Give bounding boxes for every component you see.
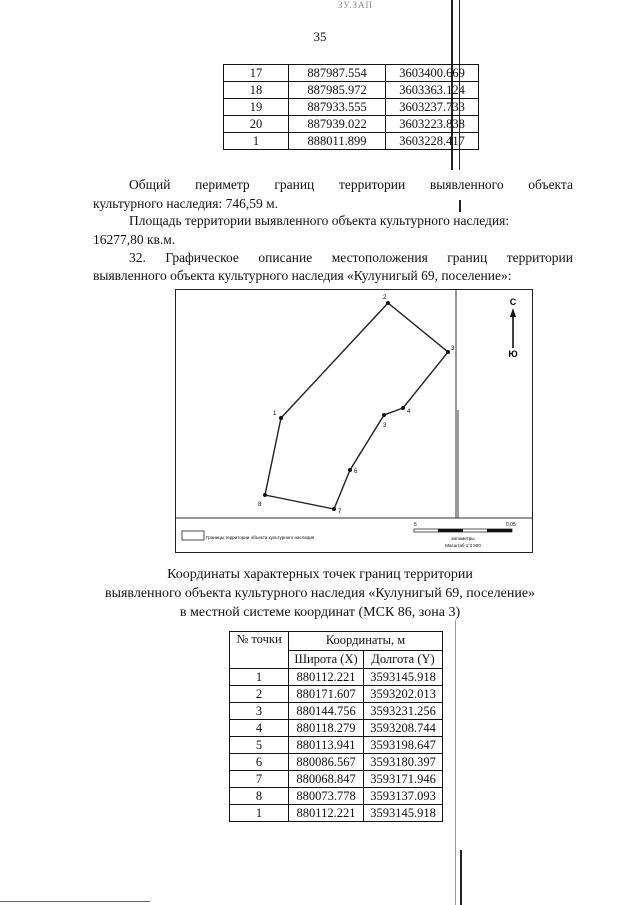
header-latitude: Широта (X) [289, 650, 364, 669]
boundary-vertex [401, 406, 405, 410]
coordinates-caption-line-2: выявленного объекта культурного наследия «Кулунигый 69, поселение» [104, 586, 536, 601]
table-cell: 3603363.124 [386, 82, 479, 99]
boundary-map [175, 289, 533, 553]
header-longitude: Долгота (Y) [364, 650, 443, 669]
vertex-label: 2 [383, 295, 387, 301]
boundary-map-svg [176, 290, 532, 552]
legend-text: Границы территории объекта культурного наследия [206, 535, 315, 540]
table-cell: 3593231.256 [364, 703, 443, 720]
coordinates-caption-line-3: в местной системе координат (МСК 86, зона 3) [179, 605, 461, 620]
vertex-label: 6 [354, 469, 358, 475]
boundary-vertex [348, 468, 352, 472]
perimeter-line-1: Общий периметр границ территории выявленного объекта [129, 177, 573, 192]
table-cell: 887939.022 [289, 116, 386, 133]
table-cell: 3593145.918 [364, 669, 443, 686]
table-row [224, 65, 479, 82]
table-row [230, 686, 443, 703]
table-cell: 3603223.838 [386, 116, 479, 133]
vertex-label: 3 [451, 346, 455, 352]
table-row [230, 703, 443, 720]
table-cell: 3593171.946 [364, 771, 443, 788]
compass-north-label: С [509, 297, 517, 307]
table-cell: 887985.972 [289, 82, 386, 99]
table-cell: 880118.279 [289, 720, 364, 737]
table-cell: 888011.899 [289, 133, 386, 150]
table-row [230, 788, 443, 805]
scale-unit-label: километры [451, 536, 475, 541]
table-cell: 3 [230, 703, 289, 720]
table-cell: 5 [230, 737, 289, 754]
section-heading-line-1: 32. Графическое описание местоположения границ территории [129, 250, 573, 265]
area-line-1: Площадь территории выявленного объекта культурного наследия: [129, 213, 510, 228]
vertex-label: 7 [338, 509, 342, 515]
table-row [224, 116, 479, 133]
table-cell: 4 [230, 720, 289, 737]
scale-left-label: 5 [414, 522, 417, 528]
boundary-vertex [263, 493, 267, 497]
table-cell: 3593208.744 [364, 720, 443, 737]
table-cell: 20 [224, 116, 289, 133]
table-cell: 3593180.397 [364, 754, 443, 771]
scale-bar [414, 522, 516, 548]
table-cell: 18 [224, 82, 289, 99]
boundary-vertex [332, 507, 336, 511]
scan-bottom-line [0, 901, 150, 902]
table-cell: 2 [230, 686, 289, 703]
table-header-row [230, 632, 443, 651]
table-cell: 17 [224, 65, 289, 82]
header-coordinates: Координаты, м [289, 632, 443, 651]
table-cell: 6 [230, 754, 289, 771]
table-row [230, 737, 443, 754]
header-point-number: № точки [230, 632, 289, 669]
table-cell: 7 [230, 771, 289, 788]
table-row [230, 669, 443, 686]
scale-ratio-label: Масштаб 1:3 500 [445, 543, 481, 548]
table-row [224, 82, 479, 99]
table-cell: 3593137.093 [364, 788, 443, 805]
table-row [224, 133, 479, 150]
table-cell: 880073.778 [289, 788, 364, 805]
scale-right-label: 0,05 [506, 522, 516, 528]
top-coordinates-table [223, 64, 479, 150]
table-cell: 3603400.669 [386, 65, 479, 82]
table-cell: 880068.847 [289, 771, 364, 788]
vertex-label: 3 [383, 423, 387, 429]
boundary-polygon [265, 303, 448, 509]
table-cell: 880086.567 [289, 754, 364, 771]
table-cell: 880112.221 [289, 805, 364, 822]
table-cell: 880171.607 [289, 686, 364, 703]
scan-margin-line [455, 620, 456, 905]
table-cell: 1 [230, 805, 289, 822]
table-cell: 3593198.647 [364, 737, 443, 754]
area-line-2: 16277,80 кв.м. [93, 232, 176, 247]
table-cell: 1 [224, 133, 289, 150]
table-row [230, 805, 443, 822]
table-cell: 3593145.918 [364, 805, 443, 822]
section-heading-line-2: выявленного объекта культурного наследия «Кулунигый 69, поселение»: [93, 268, 512, 283]
table-cell: 8 [230, 788, 289, 805]
table-row [230, 720, 443, 737]
page-number: 35 [313, 29, 327, 44]
perimeter-line-2: культурного наследия: 746,59 м. [93, 196, 279, 211]
table-row [224, 99, 479, 116]
coordinates-caption-line-1: Координаты характерных точек границ территории [167, 567, 473, 582]
boundary-vertex [382, 413, 386, 417]
table-cell: 3603228.417 [386, 133, 479, 150]
boundary-vertex [446, 350, 450, 354]
vertex-label: 8 [258, 502, 262, 508]
table-cell: 3593202.013 [364, 686, 443, 703]
vertex-label: 4 [407, 409, 411, 415]
table-cell: 887933.555 [289, 99, 386, 116]
table-cell: 880113.941 [289, 737, 364, 754]
boundary-vertex [386, 301, 390, 305]
legend-swatch [182, 531, 204, 540]
vertex-label: 1 [273, 411, 277, 417]
table-cell: 880112.221 [289, 669, 364, 686]
boundary-vertex [279, 416, 283, 420]
compass-icon [508, 297, 517, 359]
table-cell: 887987.554 [289, 65, 386, 82]
scan-margin-line [460, 850, 462, 905]
table-cell: 1 [230, 669, 289, 686]
coordinates-table [229, 631, 443, 822]
table-cell: 19 [224, 99, 289, 116]
scan-mark: ЗУ.ЗАП [338, 0, 373, 10]
table-cell: 880144.756 [289, 703, 364, 720]
table-cell: 3603237.733 [386, 99, 479, 116]
table-row [230, 754, 443, 771]
compass-south-label: Ю [508, 349, 518, 359]
table-row [230, 771, 443, 788]
